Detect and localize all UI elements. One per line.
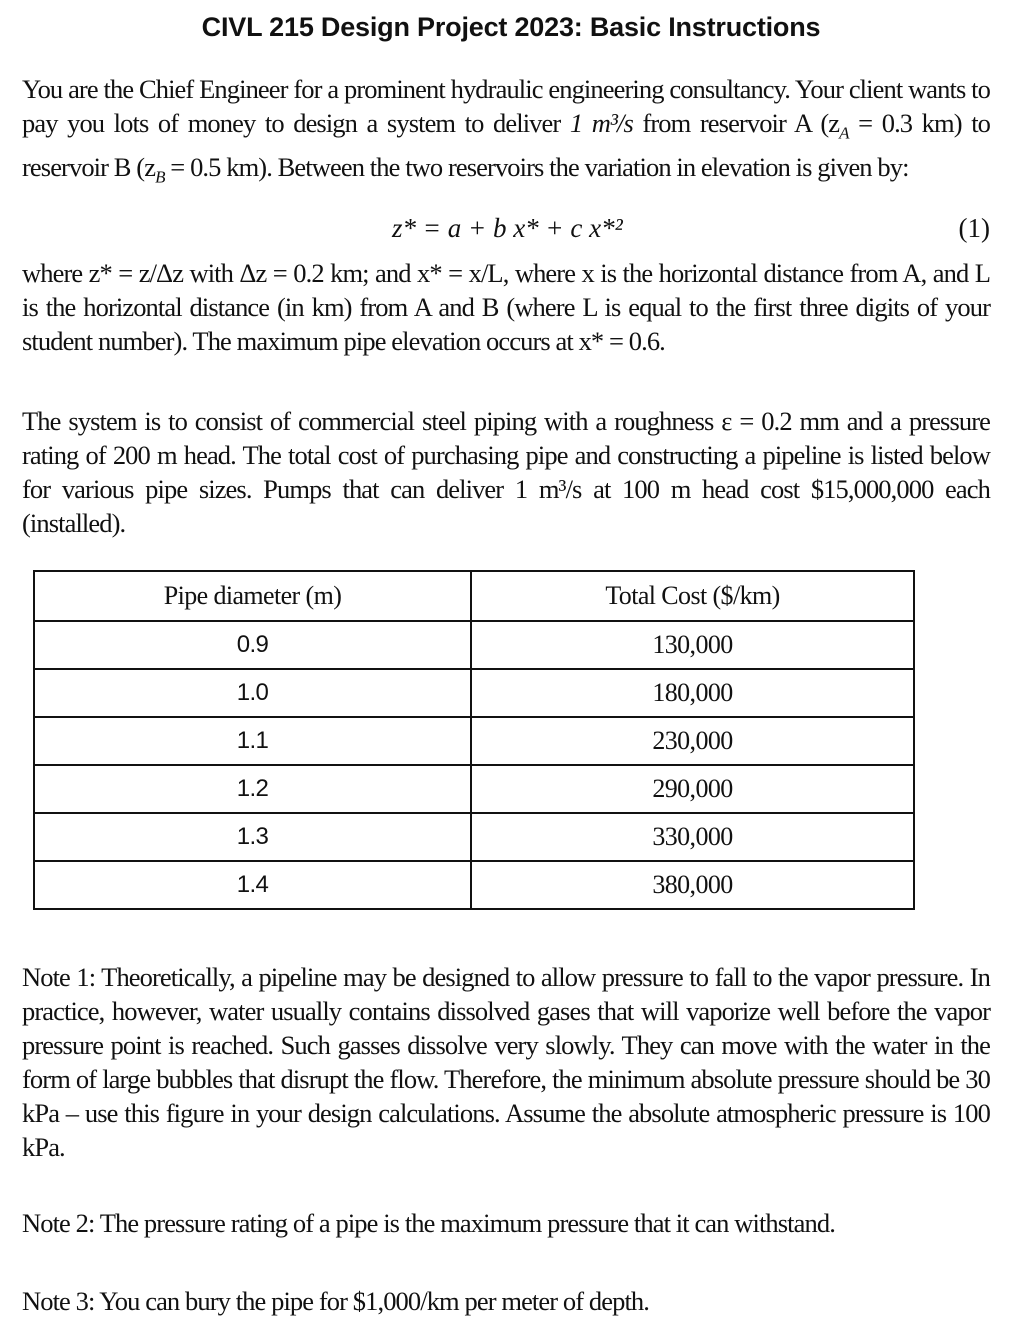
table-row [34,765,914,813]
header-total-cost: Total Cost ($/km) [471,571,914,621]
intro-text-a: You are the Chief Engineer for a prominent hydraulic engineering consultancy. Your client wants to pay you lots of money to design a system to deliver [22,74,990,138]
table-row [34,669,914,717]
page-title: CIVL 215 Design Project 2023: Basic Instructions [201,12,821,42]
subscript-b: B [155,167,165,187]
note-3: Note 3: You can bury the pipe for $1,000/km per meter of depth. [22,1286,650,1316]
intro-paragraph [22,72,990,195]
note-2: Note 2: The pressure rating of a pipe is the maximum pressure that it can withstand. [22,1208,835,1238]
elevation-equation [22,208,990,248]
cell-cost: 180,000 [471,669,914,717]
flow-rate: 1 m³/s [569,108,633,138]
cell-cost: 130,000 [471,621,914,669]
cell-diameter: 1.4 [34,861,471,909]
intro-text-c: = 0.3 km) to reservoir B (z [22,108,991,183]
note-1: Note 1: Theoretically, a pipeline may be designed to allow pressure to fall to the vapor pressure. In practice, however, water usually contains dissolved gases that will vaporize well before the vapor pressure point is reached. Such gasses dissolve very slowly. They can move with the water in the form of large bubbles that disrupt the flow. Therefore, the minimum absolute pressure should be 30 kPa – use this figure in your design calculations. Assume the absolute atmospheric pressure is 100 kPa. [22,962,990,1162]
system-paragraph: The system is to consist of commercial steel piping with a roughness ε = 0.2 mm and a pressure rating of 200 m head. The total cost of purchasing pipe and constructing a pipeline is listed below for various pipe sizes. Pumps that can deliver 1 m³/s at 100 m head cost $15,000,000 each (installed). [22,406,990,538]
cell-cost: 230,000 [471,717,914,765]
cell-diameter: 1.0 [34,669,471,717]
intro-text-b: from reservoir A (z [632,108,840,138]
table-row [34,621,914,669]
subscript-a: A [839,123,849,143]
cell-diameter: 1.2 [34,765,471,813]
cell-cost: 290,000 [471,765,914,813]
cell-diameter: 1.1 [34,717,471,765]
where-paragraph: where z* = z/Δz with Δz = 0.2 km; and x* = x/L, where x is the horizontal distance from A, and L is the horizontal distance (in km) from A and B (where L is equal to the first three digits of your student number). The maximum pipe elevation occurs at x* = 0.6. [22,258,990,356]
equation-formula: z* = a + b x* + c x*² [392,213,623,243]
table-row [34,813,914,861]
cell-cost: 330,000 [471,813,914,861]
equation-number: (1) [958,213,990,243]
table-row [34,717,914,765]
cell-cost: 380,000 [471,861,914,909]
cell-diameter: 1.3 [34,813,471,861]
table-row [34,861,914,909]
cell-diameter: 0.9 [34,621,471,669]
intro-text-d: = 0.5 km). Between the two reservoirs the variation in elevation is given by: [164,152,909,183]
pipe-cost-table [33,570,915,910]
header-pipe-diameter: Pipe diameter (m) [34,571,471,621]
table-header-row [34,571,914,621]
